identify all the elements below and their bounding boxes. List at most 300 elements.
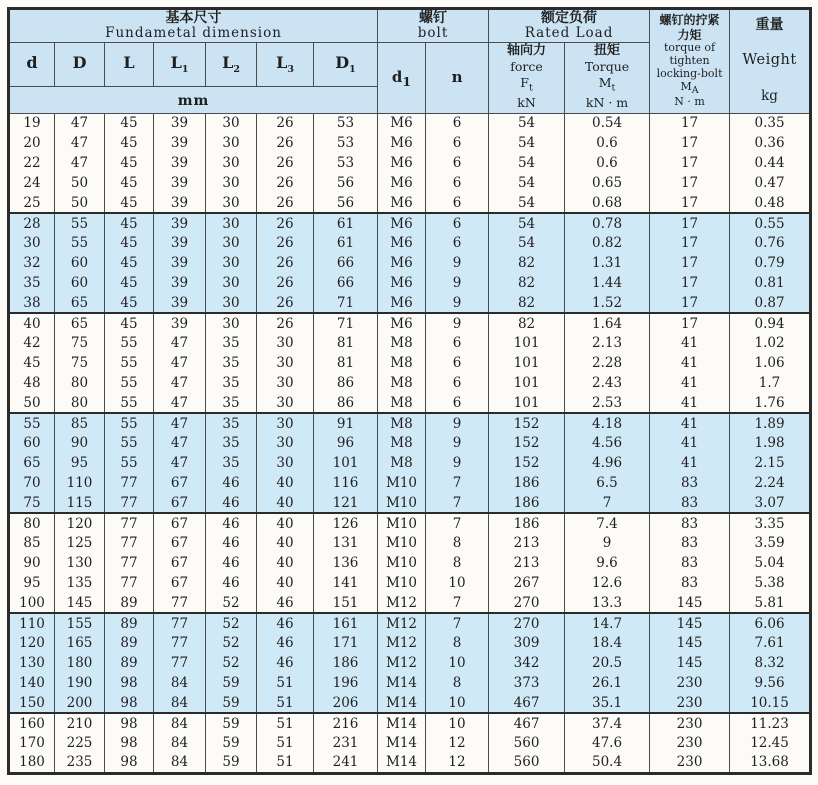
table-cell: 47 — [154, 453, 206, 473]
table-cell: 83 — [650, 553, 730, 573]
table-cell: 98 — [105, 713, 154, 733]
table-cell: 39 — [154, 133, 206, 153]
col-header-bolt-d1: $d_1$ — [378, 42, 426, 113]
table-cell: 10 — [426, 693, 489, 713]
table-cell: 2.13 — [565, 333, 650, 353]
table-cell: 75 — [9, 493, 55, 513]
table-cell: 41 — [650, 373, 730, 393]
table-cell: 30 — [257, 413, 314, 433]
table-cell: 373 — [489, 673, 565, 693]
table-cell: 0.6 — [565, 133, 650, 153]
table-row — [9, 753, 811, 773]
table-cell: 35 — [206, 413, 257, 433]
table-cell: 51 — [257, 693, 314, 713]
table-cell: 5.04 — [730, 553, 811, 573]
table-cell: M8 — [378, 393, 426, 413]
table-cell: 53 — [314, 153, 378, 173]
table-cell: 200 — [55, 693, 105, 713]
table-cell: 145 — [55, 593, 105, 613]
table-cell: 77 — [105, 473, 154, 493]
table-cell: 8 — [426, 533, 489, 553]
table-row — [9, 213, 811, 233]
table-cell: 41 — [650, 393, 730, 413]
table-cell: 86 — [314, 393, 378, 413]
table-cell: 17 — [650, 213, 730, 233]
table-cell: 186 — [489, 473, 565, 493]
table-cell: 77 — [105, 513, 154, 533]
table-cell: 65 — [55, 313, 105, 333]
table-cell: 30 — [9, 233, 55, 253]
table-cell: M10 — [378, 573, 426, 593]
table-cell: 2.24 — [730, 473, 811, 493]
table-cell: 77 — [105, 573, 154, 593]
table-cell: 70 — [9, 473, 55, 493]
table-cell: 6.5 — [565, 473, 650, 493]
table-cell: 30 — [257, 393, 314, 413]
table-cell: 84 — [154, 713, 206, 733]
spec-table — [7, 7, 812, 775]
table-cell: 186 — [489, 493, 565, 513]
table-cell: 9 — [426, 313, 489, 333]
table-cell: 35 — [206, 453, 257, 473]
table-cell: M10 — [378, 553, 426, 573]
table-cell: 95 — [9, 573, 55, 593]
table-cell: 230 — [650, 673, 730, 693]
col-header-d-outer: D — [55, 42, 105, 86]
table-cell: 48 — [9, 373, 55, 393]
table-cell: 75 — [55, 333, 105, 353]
table-cell: 165 — [55, 633, 105, 653]
table-cell: 20 — [9, 133, 55, 153]
table-cell: 145 — [650, 593, 730, 613]
table-cell: 83 — [650, 473, 730, 493]
table-cell: 60 — [55, 273, 105, 293]
table-cell: 41 — [650, 413, 730, 433]
unit-mm-cell: mm — [9, 86, 378, 113]
table-row — [9, 253, 811, 273]
table-cell: 26 — [257, 193, 314, 213]
table-cell: 39 — [154, 153, 206, 173]
table-cell: 10 — [426, 573, 489, 593]
table-cell: 77 — [105, 533, 154, 553]
table-cell: M6 — [378, 173, 426, 193]
table-cell: M14 — [378, 733, 426, 753]
table-cell: 95 — [55, 453, 105, 473]
table-cell: 0.82 — [565, 233, 650, 253]
table-cell: M10 — [378, 513, 426, 533]
table-cell: 82 — [489, 253, 565, 273]
table-cell: 17 — [650, 273, 730, 293]
table-cell: 26 — [257, 213, 314, 233]
table-row — [9, 373, 811, 393]
table-row — [9, 113, 811, 133]
table-cell: 5.38 — [730, 573, 811, 593]
table-cell: 47 — [55, 113, 105, 133]
table-cell: 61 — [314, 233, 378, 253]
table-cell: 83 — [650, 513, 730, 533]
rated-load-en: Rated Load — [524, 25, 614, 42]
table-cell: 65 — [9, 453, 55, 473]
table-cell: 86 — [314, 373, 378, 393]
table-row — [9, 633, 811, 653]
table-row — [9, 573, 811, 593]
table-cell: 55 — [105, 453, 154, 473]
table-cell: 8 — [426, 633, 489, 653]
table-cell: 9 — [426, 433, 489, 453]
table-cell: 28 — [9, 213, 55, 233]
table-cell: 6 — [426, 213, 489, 233]
table-cell: 50 — [9, 393, 55, 413]
table-cell: 0.65 — [565, 173, 650, 193]
table-cell: 101 — [489, 393, 565, 413]
table-cell: 17 — [650, 313, 730, 333]
table-cell: M8 — [378, 353, 426, 373]
table-cell: 2.53 — [565, 393, 650, 413]
table-cell: 7 — [426, 613, 489, 633]
table-row — [9, 613, 811, 633]
table-cell: 47 — [154, 373, 206, 393]
table-cell: 145 — [650, 613, 730, 633]
table-cell: 40 — [9, 313, 55, 333]
table-cell: 96 — [314, 433, 378, 453]
table-row — [9, 133, 811, 153]
table-cell: 61 — [314, 213, 378, 233]
table-cell: 85 — [55, 413, 105, 433]
table-cell: 35 — [206, 393, 257, 413]
table-row — [9, 453, 811, 473]
table-cell: 116 — [314, 473, 378, 493]
table-cell: 1.76 — [730, 393, 811, 413]
table-cell: 12 — [426, 753, 489, 773]
table-cell: 47 — [154, 393, 206, 413]
table-cell: 46 — [206, 533, 257, 553]
table-cell: 152 — [489, 453, 565, 473]
table-cell: 39 — [154, 193, 206, 213]
table-cell: 89 — [105, 613, 154, 633]
table-cell: 136 — [314, 553, 378, 573]
table-cell: 216 — [314, 713, 378, 733]
table-cell: 2.15 — [730, 453, 811, 473]
header-rated-load — [489, 9, 650, 43]
table-row — [9, 433, 811, 453]
table-cell: 82 — [489, 273, 565, 293]
table-cell: 1.06 — [730, 353, 811, 373]
table-cell: 56 — [314, 193, 378, 213]
table-cell: 26 — [257, 173, 314, 193]
col-header-bolt-n: n — [426, 42, 489, 113]
table-cell: 45 — [105, 273, 154, 293]
table-cell: 0.54 — [565, 113, 650, 133]
table-cell: 77 — [105, 553, 154, 573]
table-cell: 45 — [105, 253, 154, 273]
table-cell: 145 — [650, 653, 730, 673]
table-cell: 54 — [489, 153, 565, 173]
table-cell: 467 — [489, 693, 565, 713]
table-cell: 67 — [154, 493, 206, 513]
table-cell: 6 — [426, 133, 489, 153]
table-cell: 50.4 — [565, 753, 650, 773]
table-cell: 52 — [206, 613, 257, 633]
table-cell: 82 — [489, 293, 565, 313]
table-cell: 6 — [426, 333, 489, 353]
table-cell: 0.44 — [730, 153, 811, 173]
table-cell: 35 — [9, 273, 55, 293]
table-row — [9, 313, 811, 333]
table-cell: 80 — [55, 393, 105, 413]
table-cell: 3.35 — [730, 513, 811, 533]
table-cell: 30 — [206, 313, 257, 333]
table-cell: 46 — [206, 553, 257, 573]
table-cell: 110 — [9, 613, 55, 633]
table-cell: 130 — [9, 653, 55, 673]
rated-load-zh: 额定负荷 — [541, 10, 598, 26]
table-cell: M6 — [378, 193, 426, 213]
table-cell: 9.6 — [565, 553, 650, 573]
table-cell: 54 — [489, 213, 565, 233]
table-cell: 47 — [55, 153, 105, 173]
table-cell: 45 — [9, 353, 55, 373]
table-cell: 80 — [55, 373, 105, 393]
table-cell: 45 — [105, 153, 154, 173]
table-cell: M6 — [378, 253, 426, 273]
table-cell: 71 — [314, 313, 378, 333]
table-cell: 54 — [489, 133, 565, 153]
table-cell: 17 — [650, 293, 730, 313]
table-row — [9, 673, 811, 693]
table-cell: 98 — [105, 693, 154, 713]
table-cell: 55 — [9, 413, 55, 433]
table-cell: 13.3 — [565, 593, 650, 613]
table-cell: 230 — [650, 693, 730, 713]
table-cell: 3.07 — [730, 493, 811, 513]
table-cell: 77 — [105, 493, 154, 513]
col-header-l1: $L_1$ — [154, 42, 206, 86]
table-cell: 1.64 — [565, 313, 650, 333]
table-cell: 130 — [55, 553, 105, 573]
table-cell: 1.31 — [565, 253, 650, 273]
table-cell: 46 — [206, 513, 257, 533]
table-cell: 83 — [650, 533, 730, 553]
table-cell: 35 — [206, 433, 257, 453]
table-cell: 54 — [489, 113, 565, 133]
table-cell: M6 — [378, 273, 426, 293]
table-cell: 54 — [489, 173, 565, 193]
table-cell: 12.6 — [565, 573, 650, 593]
locking-torque-label: 螺钉的拧紧 力矩 torque of tighten locking-bolt $M_A$ N · m — [656, 13, 723, 109]
table-cell: M6 — [378, 213, 426, 233]
table-row — [9, 713, 811, 733]
table-cell: 51 — [257, 713, 314, 733]
table-cell: 7 — [426, 513, 489, 533]
table-cell: 89 — [105, 653, 154, 673]
col-header-torque: 扭矩 Torque $M_t$ kN · m — [565, 42, 650, 113]
col-header-d1: $D_1$ — [314, 42, 378, 86]
table-cell: 52 — [206, 653, 257, 673]
table-cell: 9 — [426, 253, 489, 273]
table-cell: 6 — [426, 173, 489, 193]
table-cell: 67 — [154, 573, 206, 593]
table-cell: 131 — [314, 533, 378, 553]
table-cell: 186 — [314, 653, 378, 673]
table-cell: 170 — [9, 733, 55, 753]
table-row — [9, 193, 811, 213]
table-cell: 6 — [426, 113, 489, 133]
table-cell: 10.15 — [730, 693, 811, 713]
table-body — [9, 113, 811, 773]
table-cell: 171 — [314, 633, 378, 653]
table-cell: 84 — [154, 693, 206, 713]
table-cell: 100 — [9, 593, 55, 613]
table-cell: 26 — [257, 293, 314, 313]
table-cell: 186 — [489, 513, 565, 533]
table-cell: 12 — [426, 733, 489, 753]
table-cell: 46 — [257, 633, 314, 653]
table-cell: 39 — [154, 113, 206, 133]
table-cell: 53 — [314, 113, 378, 133]
fundamental-dimension-en: Fundametal dimension — [105, 25, 282, 42]
table-cell: 0.94 — [730, 313, 811, 333]
table-cell: 4.18 — [565, 413, 650, 433]
table-cell: 26 — [257, 273, 314, 293]
table-cell: 47 — [154, 333, 206, 353]
table-cell: 59 — [206, 673, 257, 693]
table-cell: 5.81 — [730, 593, 811, 613]
table-cell: 560 — [489, 753, 565, 773]
table-cell: 141 — [314, 573, 378, 593]
table-cell: M14 — [378, 753, 426, 773]
table-cell: 39 — [154, 233, 206, 253]
table-cell: M8 — [378, 413, 426, 433]
table-cell: 30 — [206, 233, 257, 253]
table-cell: 6 — [426, 373, 489, 393]
table-cell: 40 — [257, 533, 314, 553]
table-cell: 26 — [257, 113, 314, 133]
table-cell: 4.56 — [565, 433, 650, 453]
table-cell: 180 — [55, 653, 105, 673]
col-header-l: L — [105, 42, 154, 86]
table-cell: 71 — [314, 293, 378, 313]
table-cell: 152 — [489, 413, 565, 433]
table-cell: 50 — [55, 173, 105, 193]
table-cell: 125 — [55, 533, 105, 553]
table-row — [9, 533, 811, 553]
table-cell: 17 — [650, 173, 730, 193]
table-cell: 77 — [154, 613, 206, 633]
table-cell: 75 — [55, 353, 105, 373]
table-cell: 9 — [426, 453, 489, 473]
table-cell: 51 — [257, 733, 314, 753]
table-cell: 55 — [105, 413, 154, 433]
table-cell: 41 — [650, 453, 730, 473]
table-cell: 101 — [489, 353, 565, 373]
table-cell: 0.79 — [730, 253, 811, 273]
table-cell: 55 — [105, 393, 154, 413]
weight-label: 重量 Weight kg — [742, 17, 797, 104]
table-cell: 9 — [426, 413, 489, 433]
table-cell: M12 — [378, 633, 426, 653]
table-cell: 17 — [650, 153, 730, 173]
table-cell: 35.1 — [565, 693, 650, 713]
table-row — [9, 513, 811, 533]
table-cell: 67 — [154, 553, 206, 573]
table-cell: 26 — [257, 153, 314, 173]
table-cell: 55 — [105, 353, 154, 373]
table-cell: 85 — [9, 533, 55, 553]
table-cell: 30 — [257, 333, 314, 353]
table-cell: 83 — [650, 573, 730, 593]
table-cell: M6 — [378, 113, 426, 133]
table-cell: 46 — [206, 493, 257, 513]
table-cell: 120 — [55, 513, 105, 533]
table-cell: M12 — [378, 653, 426, 673]
table-cell: 6 — [426, 233, 489, 253]
table-cell: 47 — [154, 413, 206, 433]
table-cell: 7 — [426, 593, 489, 613]
table-cell: 0.87 — [730, 293, 811, 313]
table-row — [9, 233, 811, 253]
table-row — [9, 493, 811, 513]
table-cell: 52 — [206, 633, 257, 653]
table-cell: 45 — [105, 133, 154, 153]
table-row — [9, 353, 811, 373]
table-cell: 0.36 — [730, 133, 811, 153]
table-cell: 40 — [257, 493, 314, 513]
table-cell: 30 — [206, 113, 257, 133]
table-cell: 46 — [206, 573, 257, 593]
table-cell: 35 — [206, 333, 257, 353]
table-cell: 267 — [489, 573, 565, 593]
table-cell: 241 — [314, 753, 378, 773]
table-cell: 30 — [206, 133, 257, 153]
table-cell: 90 — [55, 433, 105, 453]
table-cell: 45 — [105, 213, 154, 233]
table-cell: M10 — [378, 473, 426, 493]
header-group-row — [9, 9, 811, 43]
table-cell: 47 — [154, 353, 206, 373]
table-row — [9, 733, 811, 753]
table-row — [9, 393, 811, 413]
table-cell: M8 — [378, 433, 426, 453]
table-cell: 101 — [314, 453, 378, 473]
table-cell: 30 — [206, 273, 257, 293]
table-cell: 53 — [314, 133, 378, 153]
table-cell: M14 — [378, 693, 426, 713]
table-cell: 46 — [206, 473, 257, 493]
table-cell: M6 — [378, 133, 426, 153]
table-cell: 65 — [55, 293, 105, 313]
table-cell: 59 — [206, 693, 257, 713]
table-cell: 120 — [9, 633, 55, 653]
table-cell: 10 — [426, 653, 489, 673]
table-cell: 121 — [314, 493, 378, 513]
table-cell: M8 — [378, 373, 426, 393]
table-cell: 39 — [154, 213, 206, 233]
table-cell: 7.4 — [565, 513, 650, 533]
table-cell: 0.47 — [730, 173, 811, 193]
table-cell: 40 — [257, 573, 314, 593]
col-header-d: d — [9, 42, 55, 86]
header-fundamental-dimension — [9, 9, 378, 43]
table-cell: 98 — [105, 673, 154, 693]
table-cell: 55 — [105, 433, 154, 453]
table-cell: 51 — [257, 753, 314, 773]
table-cell: 81 — [314, 333, 378, 353]
table-cell: 32 — [9, 253, 55, 273]
table-cell: 83 — [650, 493, 730, 513]
table-cell: 2.43 — [565, 373, 650, 393]
table-cell: 8 — [426, 673, 489, 693]
table-cell: 30 — [206, 253, 257, 273]
